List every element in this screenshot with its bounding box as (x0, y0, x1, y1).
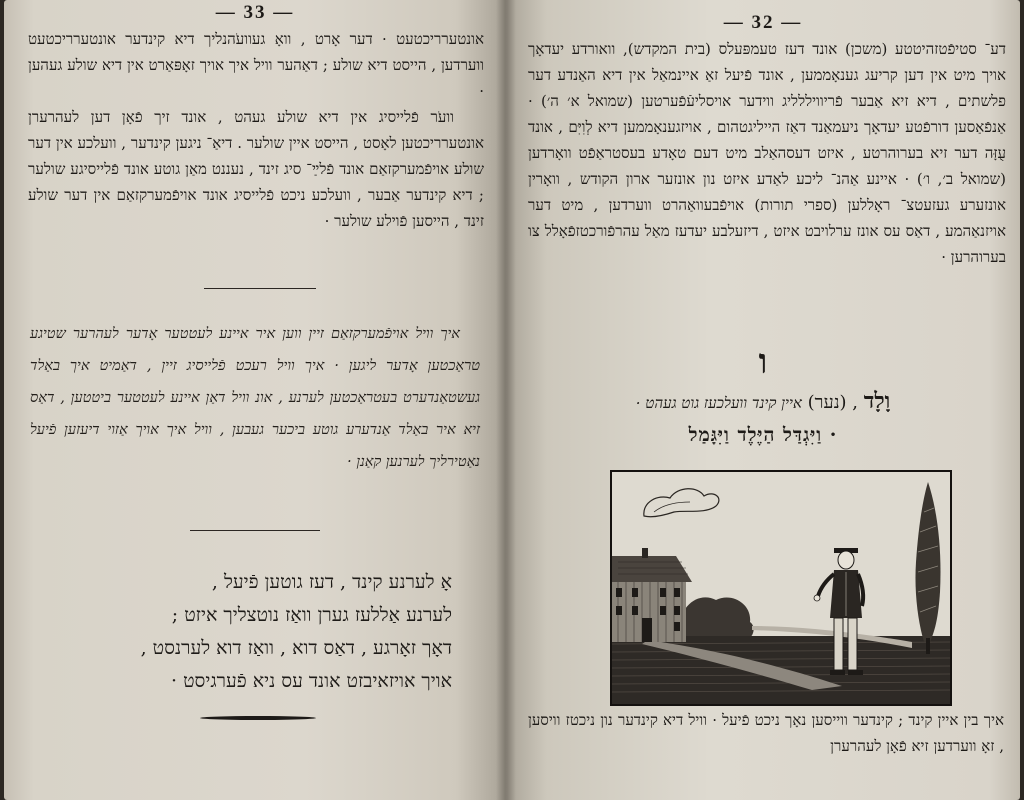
left-paragraph-1: אונטערריכטעט · דער אָרט , וואָ געוועֹהנליך דיא קינדער אונטערריכטעט ווערדען , הייסט דיא שולע ; דאַהער וויל איך אויך זאָפּאַרט אין דיא שולע געהען · (28, 30, 484, 100)
hebrew-verse: · וַיִּגְדַּל הַיֶּלֶד וַיִּגָּמַל (688, 424, 838, 446)
hebrew-letter-vav: ו (758, 342, 768, 382)
separator-rule-1 (204, 288, 316, 289)
right-page (506, 0, 1020, 800)
poem-line: לערנע אַללעז גערן וואַז נוטצליך איזט ; (171, 604, 452, 626)
left-page (4, 0, 506, 800)
separator-rule-2 (190, 530, 320, 531)
poem-line: דאָך זאָרגע , דאַס דוא , וואַז דוא לערנסט , (140, 637, 452, 659)
handwritten-script-paragraph: איך וויל אויפֿמערקזאַם זיין ווען איר איינע לעטטער אָדער לעהרער שטיגע טראַכטען אָדער ליגען · איך וויל רעכט פֿלייסיג זיין , דאַמיט איך באַלד געשטאַנדערט בעטראַכטען לערנע , אונ וויל דאַן איינע לעטטער ביטטען , דאַס זיא איר באַלד אַנדערע גוטע ביכער געבען , וויל איך אויך אַזוי דיעזען פֿיעל נאַטירליך לערנען קאַנן · (30, 326, 480, 470)
woodcut-scene (612, 472, 950, 704)
headword: וָלָד (863, 388, 891, 414)
poem-line: אויך אויזאיבזט אונד עס ניא פֿערגיסט · (171, 670, 452, 692)
right-paragraph-1: דע־ סטיפֿטזהיטטע (משכן) אונד דעז טעמפּעלס (בית המקדש), וואורדע יעדאָך אויך מיט אין דען קריעג גענאָממען , אונד פֿיעל זאַ איינמאַל אין דיא האַנדע דער פלשתים , דיא זיא אַבער פֿריוויללליג ווידער אויסליעֿפֿערטען (שמואל א׳ ה׳) · אַנפֿאַסען דורפֿטע יעדאָך ניעמאַנד דאַז הייליגטהום , אויזגענאָממען דיא לְוִיִּם , אונד עֻזָּה דער זיא בערוהרטע , איזט דעסהאַלב מיט דעם טאָדע בעסטראַפֿט וואָרדען (שמואל ב׳, ו׳) · איינע אַהנ־ ליכע לאַדע איזט נון אונזער ארון הקודש , וואָרין אונזערע געזעטצ־ ראָללען (ספרי תורות) אויפֿבעוואַהרט ווערדען , מיט דער אויזנאַהמע , דאַס עס אונז ערלויבט איזט , דיזעלבע יעדעז מאַל עהרפֿורכטזפֿאָלל צו בערוהרען · (528, 40, 1007, 266)
ornamental-rule (200, 716, 316, 720)
headword-gloss: , (נער) (807, 392, 859, 413)
headword-line (526, 388, 1000, 416)
headword-script-definition: איין קינד וועלכעז גוט געהט · (635, 394, 802, 412)
poem-line: אָ לערנע קינד , דעז גוטען פֿיעל , (211, 571, 452, 593)
page-number-32: — 32 — (723, 12, 803, 33)
left-paragraph-2: וועֹר פֿלייסיג אין דיא שולע געהט , אונד זיך פֿאָן דען לעהרערן אונטערריכטען לאָסט , הייסט איין שולער . דיאַ־ ניגען קינדער , וועלכע אין דער שולע אויפֿמערקזאַם אונד פֿלײַ־ סיג זינד , נעננט מאַן גוטע אונד פֿלייסיגע שולער ; דיא קינדער אַבער , וועלכע ניכט פֿלייסיג אונד אויפֿמערקזאַם אין דער שולע זינד , הייסען פֿוילע שולער · (28, 108, 484, 230)
woodcut-illustration (610, 470, 952, 706)
page-number-33: — 33 — (215, 2, 295, 23)
illustration-caption: איך בין איין קינד ; קינדער ווייסען נאָך ניכט פֿיעל · וויל דיא קינדער נון ניכטז וויסען , זאָ ווערדען זיא פֿאָן לעהרערן (528, 711, 1004, 755)
poem (64, 566, 452, 698)
